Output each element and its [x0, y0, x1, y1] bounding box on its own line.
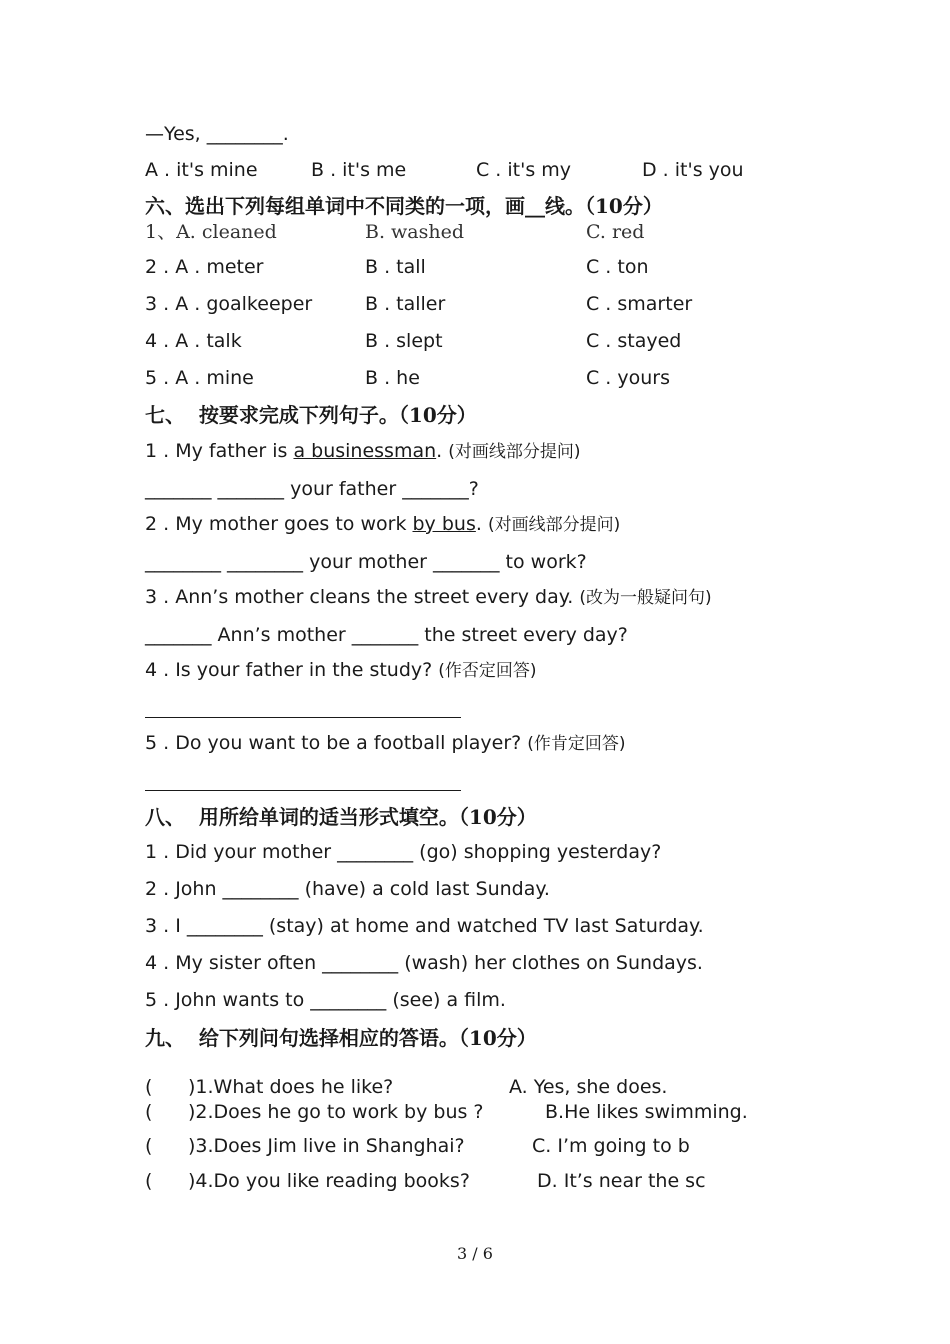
page-number: 3 / 6 — [457, 1244, 493, 1263]
option-a: A . it's mine — [145, 159, 258, 181]
s7-q3-hint: (改为一般疑问句) — [579, 588, 712, 608]
section8-title: 八、 用所给单词的适当形式填空。（10分） — [145, 805, 537, 829]
s9-row1-paren: ( — [145, 1076, 153, 1098]
s8-item-4: 4 . My sister often ________ (wash) her clothes on Sundays. — [145, 952, 703, 974]
s7-answer-2: ________ ________ your mother _______ to work? — [145, 551, 587, 573]
s9-row4-paren: ( — [145, 1170, 153, 1192]
s9-row2-question: )2.Does he go to work by bus ? — [188, 1101, 484, 1123]
s9-row2-paren: ( — [145, 1101, 153, 1123]
s7-answer-4-blank — [145, 717, 461, 718]
s7-q3-text: 3 . Ann’s mother cleans the street every day. — [145, 586, 580, 608]
s7-question-5 — [145, 731, 626, 756]
s7-question-1 — [145, 439, 581, 464]
s7-q2-text: 2 . My mother goes to work — [145, 513, 413, 535]
s6-row2-c: C . ton — [586, 256, 649, 278]
s9-row3-paren: ( — [145, 1135, 153, 1157]
option-b: B . it's me — [311, 159, 407, 181]
s6-row5-a: 5 . A . mine — [145, 367, 254, 389]
option-c: C . it's my — [476, 159, 572, 181]
s9-row3-question: )3.Does Jim live in Shanghai? — [188, 1135, 465, 1157]
s6-row3-b: B . taller — [365, 293, 446, 315]
section9-title: 九、 给下列问句选择相应的答语。（10分） — [145, 1026, 537, 1050]
s8-item-2: 2 . John ________ (have) a cold last Sunday. — [145, 878, 550, 900]
s7-q1-text: 1 . My father is — [145, 440, 294, 462]
s7-q1-hint: (对画线部分提问) — [448, 442, 581, 462]
s7-question-3 — [145, 585, 712, 610]
s6-row4-a: 4 . A . talk — [145, 330, 242, 352]
section7-title: 七、 按要求完成下列句子。（10分） — [145, 403, 477, 427]
intro-answer-line: —Yes, ________. — [145, 123, 289, 145]
s6-row4-c: C . stayed — [586, 330, 682, 352]
s6-row2-b: B . tall — [365, 256, 426, 278]
s7-q4-hint: (作否定回答) — [438, 661, 537, 681]
s9-row4-question: )4.Do you like reading books? — [188, 1170, 470, 1192]
s6-row3-c: C . smarter — [586, 293, 693, 315]
s6-row3-a: 3 . A . goalkeeper — [145, 293, 313, 315]
s7-q1-underlined: a businessman — [293, 440, 437, 462]
s7-q1-post: . — [436, 440, 449, 462]
s7-q2-hint: (对画线部分提问) — [487, 515, 621, 535]
s6-row5-c: C . yours — [586, 367, 671, 389]
s6-row2-a: 2 . A . meter — [145, 256, 264, 278]
s7-q5-text: 5 . Do you want to be a football player? — [145, 732, 528, 754]
s7-q2-underlined: by bus — [412, 513, 476, 535]
s7-answer-5-blank — [145, 790, 461, 791]
s9-row2-answer: B.He likes swimming. — [545, 1101, 748, 1123]
s7-question-2 — [145, 512, 620, 537]
s6-row5-b: B . he — [365, 367, 420, 389]
s8-item-3: 3 . I ________ (stay) at home and watched TV last Saturday. — [145, 915, 704, 937]
s7-question-4 — [145, 658, 537, 683]
s6-row1-b: B. washed — [365, 221, 465, 243]
s6-row4-b: B . slept — [365, 330, 443, 352]
option-d: D . it's you — [642, 159, 744, 181]
s6-row1-c: C. red — [586, 221, 645, 243]
s8-item-1: 1 . Did your mother ________ (go) shopping yesterday? — [145, 841, 662, 863]
section6-title: 六、选出下列每组单词中不同类的一项，画__线。（10分） — [145, 194, 663, 218]
s7-q5-hint: (作肯定回答) — [527, 734, 626, 754]
s9-row1-question: )1.What does he like? — [188, 1076, 394, 1098]
s9-row4-answer: D. It’s near the sc — [537, 1170, 706, 1192]
s7-q4-text: 4 . Is your father in the study? — [145, 659, 439, 681]
s9-row1-answer: A. Yes, she does. — [509, 1076, 668, 1098]
s9-row3-answer: C. I’m going to b — [532, 1135, 690, 1157]
s7-q2-post: . — [475, 513, 488, 535]
s6-row1-a: 1、A. cleaned — [145, 221, 277, 243]
s7-answer-3: _______ Ann’s mother _______ the street every day? — [145, 624, 628, 646]
s8-item-5: 5 . John wants to ________ (see) a film. — [145, 989, 506, 1011]
s7-answer-1: _______ _______ your father _______? — [145, 478, 479, 500]
